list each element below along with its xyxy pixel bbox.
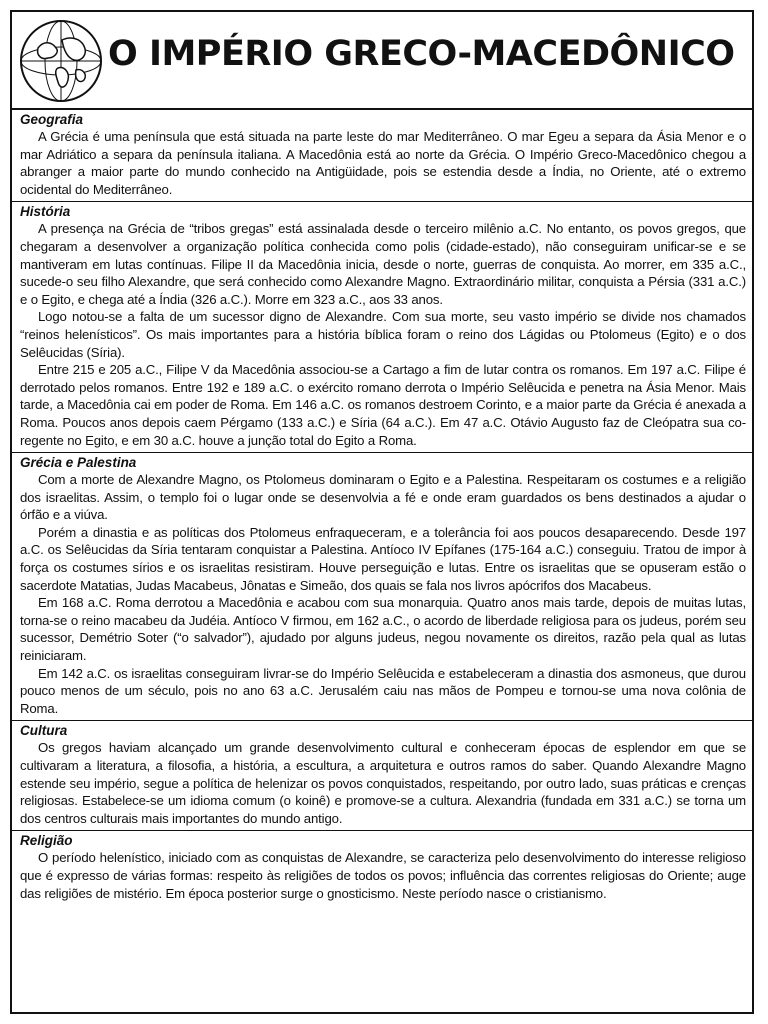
- paragraph: O período helenístico, iniciado com as conquistas de Alexandre, se caracteriza pelo desenvolvimento do interesse religioso que é expresso de várias formas: respeito às religiões de todos os povos; influência das correntes religiosas do Oriente; auge das religiões de mistério. Em época posterior surge o gnosticismo. Neste período nasce o cristianismo.: [20, 850, 746, 901]
- section-heading: História: [20, 204, 71, 220]
- paragraph: A presença na Grécia de “tribos gregas” está assinalada desde o terceiro milênio a.C. No entanto, os povos gregos, que chegaram a desenvolver a organização política conhecida como polis (cidade-estado), não conseguiram unificar-se e se mantiveram em lutas contínuas. Filipe II da Macedônia inicia, desde o norte, guerras de conquista. Ao morrer, em 335 a.C., sucede-o seu filho Alexandre, que será conhecido como Alexandre Magno. Extraordinário militar, conquista a Pérsia (331 a.C.) e o Egito, e chega até a Índia (326 a.C.). Morre em 323 a.C., aos 33 anos.: [20, 221, 746, 307]
- paragraph: Em 168 a.C. Roma derrotou a Macedônia e acabou com sua monarquia. Quatro anos mais tarde, depois de muitas lutas, torna-se o reino macabeu da Judéia. Antíoco V firmou, em 162 a.C., o acordo de liberdade religiosa para os judeus, porém seu sucessor, Demétrio Soter (“o salvador”), ajudado por alguns judeus, negou novamente os direitos, razão pela qual as lutas reiniciaram.: [20, 595, 746, 664]
- section-cultura: [12, 721, 752, 831]
- section-historia: [12, 202, 752, 453]
- section-religiao: [12, 831, 752, 905]
- document-page: [10, 10, 754, 1014]
- globe-icon: [18, 18, 104, 104]
- paragraph: Porém a dinastia e as políticas dos Ptolomeus enfraqueceram, e a tolerância foi aos poucos desaparecendo. Desde 197 a.C. os Selêucidas da Síria tentaram conquistar a Palestina. Antíoco IV Epífanes (175-164 a.C.) conseguiu. Tratou de impor à força os costumes sírios e os israelitas resistiram. Houve perseguição e lutas. Entre os israelitas que se opuseram estão o sacerdote Matatias, Judas Macabeus, Jônatas e Simeão, dos quais se fala nos livros apócrifos dos Macabeus.: [20, 524, 746, 593]
- page-title: O IMPÉRIO GRECO-MACEDÔNICO: [108, 34, 735, 74]
- paragraph: Em 142 a.C. os israelitas conseguiram livrar-se do Império Selêucida e estabeleceram a dinastia dos asmoneus, que durou pouco menos de um século, pois no ano 63 a.C. Jerusalém caiu nas mãos de Pompeu e tornou-se uma nova colônia de Roma.: [20, 665, 746, 716]
- section-geografia: [12, 110, 752, 202]
- page-header: [12, 12, 752, 110]
- paragraph: Entre 215 e 205 a.C., Filipe V da Macedônia associou-se a Cartago a fim de lutar contra os romanos. Em 197 a.C. Filipe é derrotado pelos romanos. Entre 192 e 189 a.C. o exército romano derrota o Império Selêucida e penetra na Ásia Menor. Mais tarde, a Macedônia cai em poder de Roma. Em 146 a.C. os romanos destroem Corinto, e a maior parte da Grécia é anexada a Roma. Poucos anos depois caem Pérgamo (133 a.C.) e Síria (64 a.C.). Em 47 a.C. Otávio Augusto faz de Cleópatra sua co-regente no Egito, e em 30 a.C. houve a junção total do Egito a Roma.: [20, 362, 746, 448]
- paragraph: Com a morte de Alexandre Magno, os Ptolomeus dominaram o Egito e a Palestina. Respeitaram os costumes e a religião dos israelitas. Assim, o templo foi o lugar onde se desenvolvia a fé e onde eram guardados os bens destinados a ajudar o órfão e a viúva.: [20, 472, 746, 523]
- paragraph: Logo notou-se a falta de um sucessor digno de Alexandre. Com sua morte, seu vasto império se divide nos chamados “reinos helenísticos”. Os mais importantes para a história bíblica foram o reino dos Lágidas ou Ptolomeus (Egito) e o dos Selêucidas (Síria).: [20, 309, 746, 360]
- paragraph: Os gregos haviam alcançado um grande desenvolvimento cultural e conheceram épocas de esplendor em que se cultivaram a literatura, a filosofia, a história, a escultura, a arquitetura e outros ramos do saber. Quando Alexandre Magno estende seu império, segue a política de helenizar os povos conquistados, respeitando, por outro lado, suas práticas e crenças religiosas. Estabelece-se um idioma comum (o koinê) e promove-se a cultura. Alexandria (fundada em 331 a.C.) se torna um dos centros culturais mais importantes do mundo antigo.: [20, 740, 746, 826]
- section-heading: Religião: [20, 833, 73, 849]
- section-heading: Grécia e Palestina: [20, 455, 137, 471]
- section-grecia-palestina: [12, 453, 752, 721]
- paragraph: A Grécia é uma península que está situada na parte leste do mar Mediterrâneo. O mar Egeu a separa da Ásia Menor e o mar Adriático a separa da península italiana. A Macedônia está ao norte da Grécia. O Império Greco-Macedônico chegou a abranger a maior parte do mundo conhecido na Antigüidade, pois se estendia desde a Índia, no Oriente, até o extremo ocidental do Mediterrâneo.: [20, 129, 746, 197]
- section-heading: Geografia: [20, 112, 84, 127]
- section-heading: Cultura: [20, 723, 68, 739]
